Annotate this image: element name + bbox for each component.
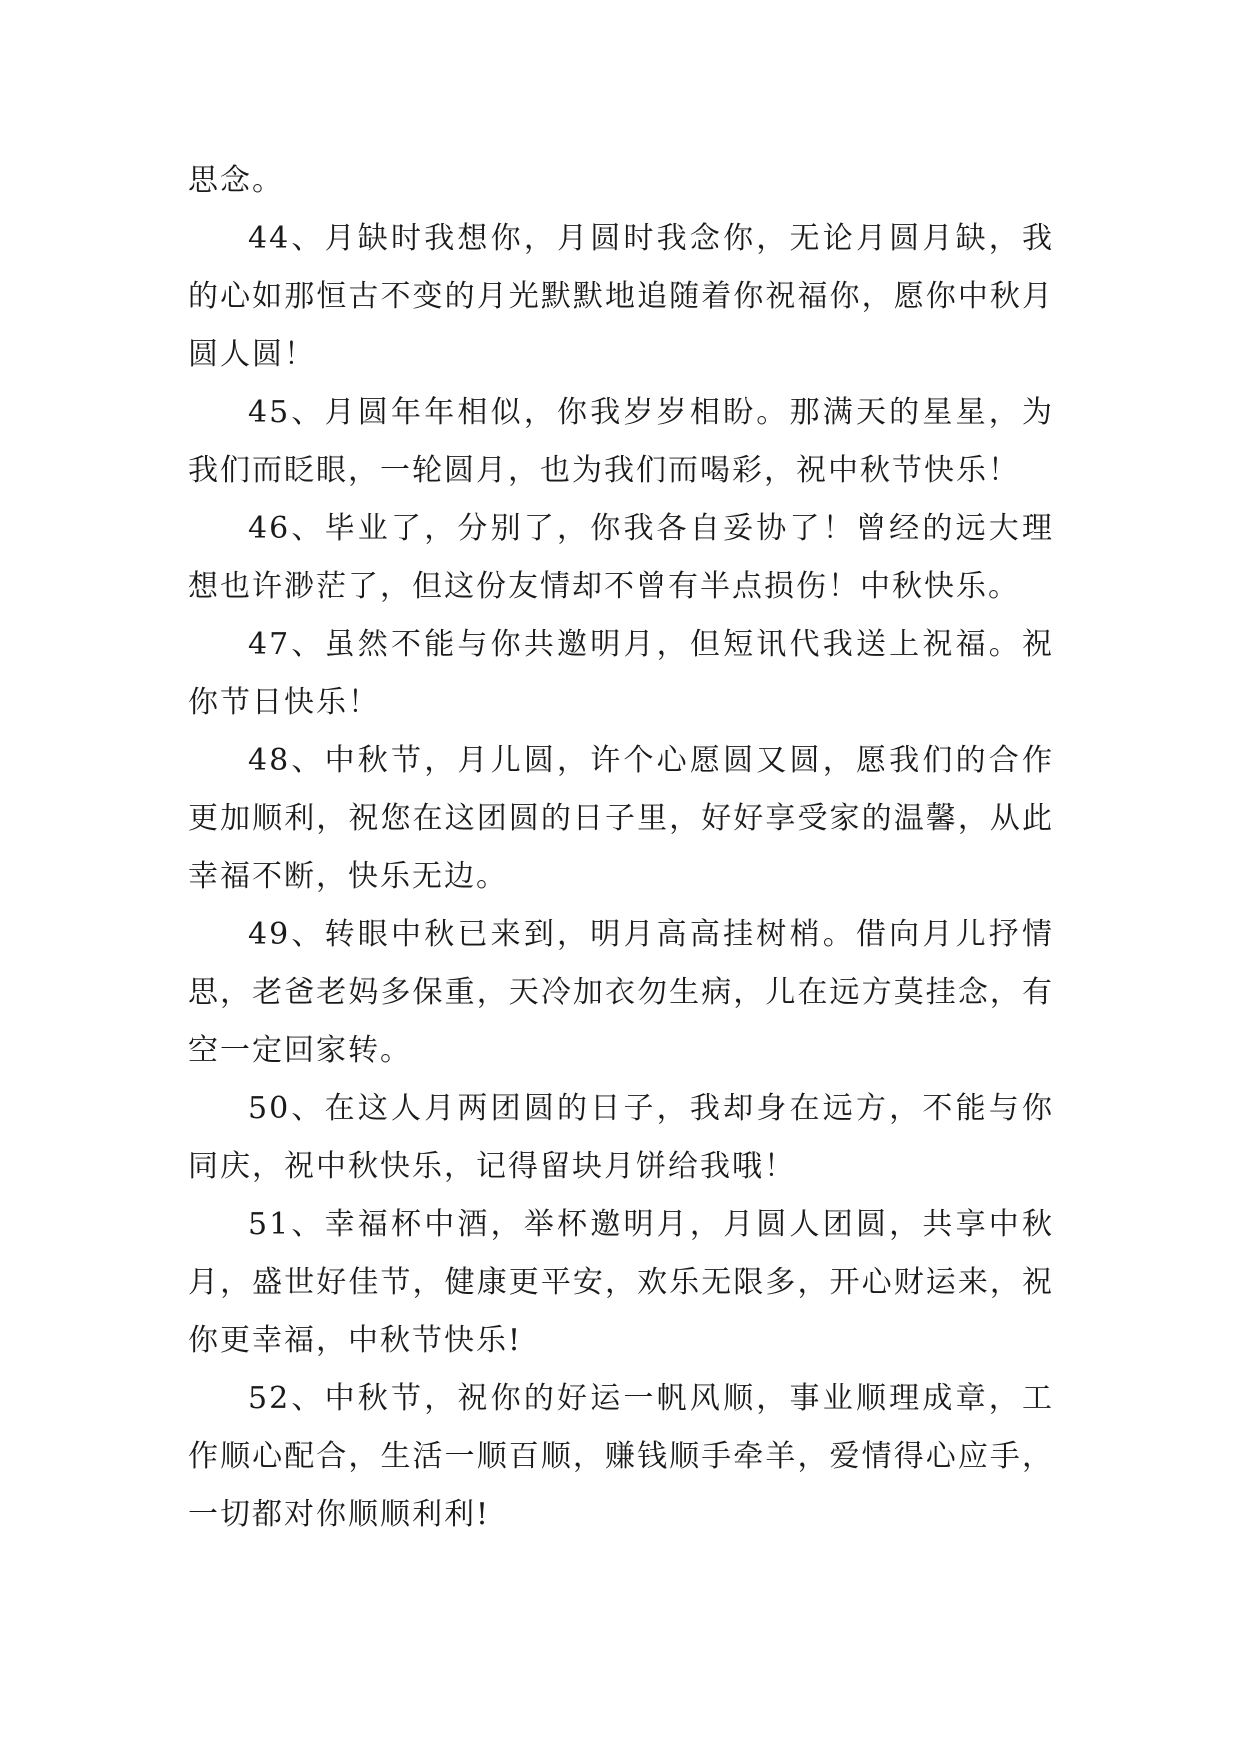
document-body [188, 152, 1054, 1544]
paragraph-44: 44、月缺时我想你，月圆时我念你，无论月圆月缺，我的心如那恒古不变的月光默默地追随着你祝福你，愿你中秋月圆人圆！ [188, 221, 1054, 372]
paragraph-48: 48、中秋节，月儿圆，许个心愿圆又圆，愿我们的合作更加顺利，祝您在这团圆的日子里，好好享受家的温馨，从此幸福不断，快乐无边。 [188, 743, 1054, 894]
paragraph-continuation: 思念。 [188, 163, 284, 198]
paragraph-45: 45、月圆年年相似，你我岁岁相盼。那满天的星星，为我们而眨眼，一轮圆月，也为我们而喝彩，祝中秋节快乐！ [188, 395, 1054, 488]
paragraph-47: 47、虽然不能与你共邀明月，但短讯代我送上祝福。祝你节日快乐！ [188, 627, 1054, 720]
paragraph-51: 51、幸福杯中酒，举杯邀明月，月圆人团圆，共享中秋月，盛世好佳节，健康更平安，欢乐无限多，开心财运来，祝你更幸福，中秋节快乐! [188, 1207, 1054, 1358]
paragraph-50: 50、在这人月两团圆的日子，我却身在远方，不能与你同庆，祝中秋快乐，记得留块月饼给我哦！ [188, 1091, 1054, 1184]
paragraph-46: 46、毕业了，分别了，你我各自妥协了！曾经的远大理想也许渺茫了，但这份友情却不曾有半点损伤！中秋快乐。 [188, 511, 1054, 604]
paragraph-52: 52、中秋节，祝你的好运一帆风顺，事业顺理成章，工作顺心配合，生活一顺百顺，赚钱顺手牵羊，爱情得心应手，一切都对你顺顺利利! [188, 1381, 1054, 1532]
paragraph-49: 49、转眼中秋已来到，明月高高挂树梢。借向月儿抒情思，老爸老妈多保重，天冷加衣勿生病，儿在远方莫挂念，有空一定回家转。 [188, 917, 1054, 1068]
